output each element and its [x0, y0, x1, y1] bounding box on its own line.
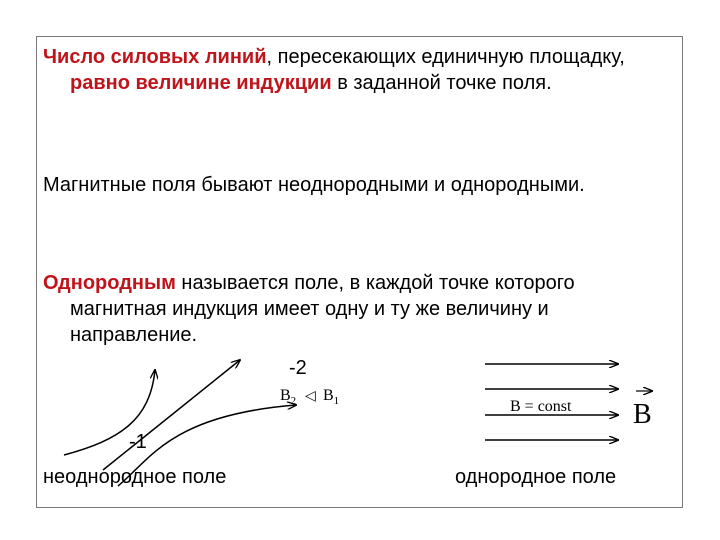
paragraph1-text-b: в заданной точке поля. — [331, 72, 552, 94]
point-1-label: -1 — [129, 431, 147, 453]
term-equals-induction: равно величине индукции — [70, 72, 332, 94]
paragraph-uniform-definition — [43, 270, 663, 348]
relation-symbol: ◁ — [305, 389, 316, 404]
b2-symbol: $B_2$ — [280, 387, 297, 407]
caption-uniform-field: однородное поле — [455, 466, 617, 488]
term-field-line-count: Число силовых линий — [43, 46, 267, 68]
paragraph-line-density — [43, 44, 663, 96]
caption-nonuniform-field: неоднородное поле — [43, 466, 227, 488]
term-uniform: Однородным — [43, 272, 176, 294]
paragraph1-text-a: , пересекающих единичную площадку, — [266, 46, 625, 68]
b-const-label: B = const — [510, 398, 572, 415]
vector-b-symbol: B — [633, 399, 652, 430]
b1-symbol: $B_1$ — [323, 387, 340, 407]
paragraph-field-types: Магнитные поля бывают неоднородными и однородными. — [43, 174, 585, 196]
point-2-label: -2 — [289, 357, 307, 379]
paragraph3-text: называется поле, в каждой точке которого магнитная индукция имеет одну и ту же величину и направление. — [70, 272, 575, 346]
